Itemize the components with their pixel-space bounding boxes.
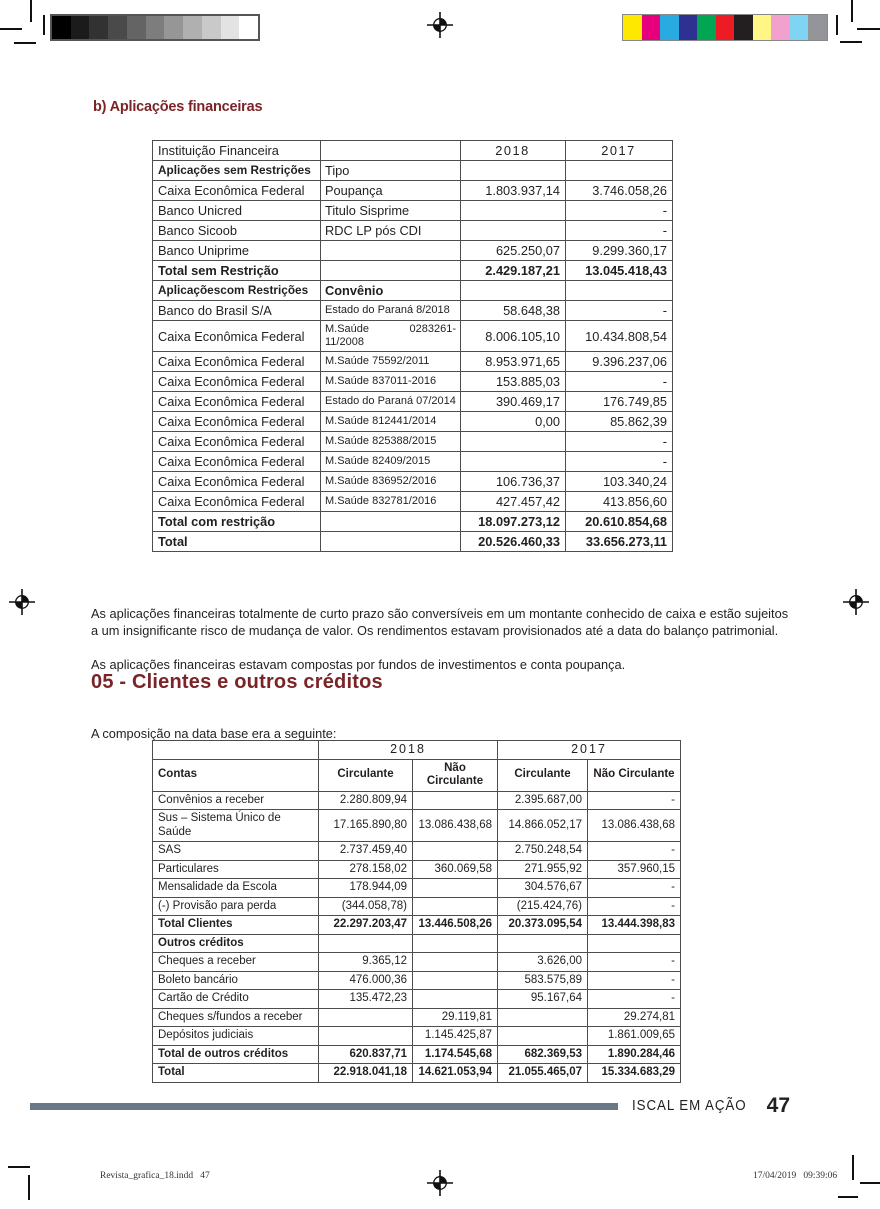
- value-2017-cell: 20.610.854,68: [566, 512, 673, 532]
- institution-cell: Banco Sicoob: [153, 221, 321, 241]
- table-row: [153, 452, 673, 472]
- value-2017-cell: 9.396.237,06: [566, 352, 673, 372]
- account-cell: (-) Provisão para perda: [153, 897, 319, 916]
- type-cell: RDC LP pós CDI: [321, 221, 461, 241]
- value-2018-cell: [461, 161, 566, 181]
- account-cell: Particulares: [153, 860, 319, 879]
- crop-mark: [852, 1155, 854, 1180]
- registration-mark-icon: [843, 589, 869, 615]
- circulante-2017-cell: 682.369,53: [498, 1045, 588, 1064]
- table-row: [153, 1064, 681, 1083]
- table-row: [153, 432, 673, 452]
- value-2017-cell: 85.862,39: [566, 412, 673, 432]
- type-cell: Convênio: [321, 281, 461, 301]
- table-row: [153, 916, 681, 935]
- type-cell: M.Saúde 75592/2011: [321, 352, 461, 372]
- value-2018-cell: 1.803.937,14: [461, 181, 566, 201]
- crop-mark: [30, 0, 32, 22]
- circulante-2018-cell: 17.165.890,80: [319, 810, 413, 842]
- circulante-2017-cell: (215.424,76): [498, 897, 588, 916]
- circulante-2018-cell: [319, 1008, 413, 1027]
- table-row: [153, 1045, 681, 1064]
- institution-cell: Instituição Financeira: [153, 141, 321, 161]
- print-timestamp: 17/04/2019 09:39:06: [753, 1171, 838, 1181]
- nao-circulante-2018-cell: 14.621.053,94: [413, 1064, 498, 1083]
- nao-circulante-2018-cell: [413, 990, 498, 1009]
- value-2017-cell: -: [566, 301, 673, 321]
- nao-circulante-2017-header: Não Circulante: [588, 759, 681, 791]
- grayscale-swatch: [202, 16, 221, 39]
- nao-circulante-2018-cell: [413, 971, 498, 990]
- table-row: [153, 201, 673, 221]
- nao-circulante-2018-cell: 13.086.438,68: [413, 810, 498, 842]
- value-2018-cell: 58.648,38: [461, 301, 566, 321]
- account-cell: Total Clientes: [153, 916, 319, 935]
- nao-circulante-2017-cell: [588, 934, 681, 953]
- circulante-2017-cell: 20.373.095,54: [498, 916, 588, 935]
- account-cell: Mensalidade da Escola: [153, 879, 319, 898]
- circulante-2017-header: Circulante: [498, 759, 588, 791]
- year-2018-header: 2018: [319, 741, 498, 760]
- table-row: [153, 934, 681, 953]
- nao-circulante-2018-cell: [413, 953, 498, 972]
- institution-cell: Caixa Econômica Federal: [153, 412, 321, 432]
- value-2017-cell: [566, 281, 673, 301]
- institution-cell: Aplicaçõescom Restrições: [153, 281, 321, 301]
- circulante-2018-cell: 22.918.041,18: [319, 1064, 413, 1083]
- type-cell: M.Saúde 832781/2016: [321, 492, 461, 512]
- value-2018-cell: 0,00: [461, 412, 566, 432]
- crop-mark: [8, 1166, 30, 1168]
- table-row: [153, 512, 673, 532]
- account-cell: Outros créditos: [153, 934, 319, 953]
- nao-circulante-2017-cell: 13.444.398,83: [588, 916, 681, 935]
- value-2018-cell: 2.429.187,21: [461, 261, 566, 281]
- circulante-2018-cell: [319, 934, 413, 953]
- crop-mark: [851, 0, 853, 22]
- value-2017-cell: 3.746.058,26: [566, 181, 673, 201]
- color-swatch: [734, 15, 753, 40]
- column-header-row: [153, 759, 681, 791]
- value-2017-cell: -: [566, 221, 673, 241]
- journal-title: ISCAL EM AÇÃO: [632, 1098, 747, 1114]
- type-cell: [321, 532, 461, 552]
- circulante-2018-cell: 2.280.809,94: [319, 791, 413, 810]
- subsection-heading: b) Aplicações financeiras: [93, 99, 263, 115]
- type-cell: M.Saúde 82409/2015: [321, 452, 461, 472]
- nao-circulante-2017-cell: -: [588, 879, 681, 898]
- account-cell: Sus – Sistema Único de Saúde: [153, 810, 319, 842]
- value-2018-cell: 427.457,42: [461, 492, 566, 512]
- circulante-2018-header: Circulante: [319, 759, 413, 791]
- empty-cell: [153, 741, 319, 760]
- value-2017-cell: 413.856,60: [566, 492, 673, 512]
- value-2017-cell: -: [566, 432, 673, 452]
- registration-mark-icon: [427, 12, 453, 38]
- value-2018-cell: [461, 221, 566, 241]
- institution-cell: Aplicações sem Restrições: [153, 161, 321, 181]
- nao-circulante-2018-cell: [413, 791, 498, 810]
- nao-circulante-2018-cell: 360.069,58: [413, 860, 498, 879]
- crop-mark: [14, 42, 36, 44]
- circulante-2017-cell: 2.395.687,00: [498, 791, 588, 810]
- table-row: [153, 412, 673, 432]
- table-row: [153, 810, 681, 842]
- circulante-2018-cell: 2.737.459,40: [319, 842, 413, 861]
- institution-cell: Banco do Brasil S/A: [153, 301, 321, 321]
- grayscale-swatch: [52, 16, 71, 39]
- circulante-2017-cell: 95.167,64: [498, 990, 588, 1009]
- table-row: [153, 221, 673, 241]
- type-cell: [321, 141, 461, 161]
- table-row: [153, 161, 673, 181]
- value-2018-cell: [461, 281, 566, 301]
- grayscale-swatch: [164, 16, 183, 39]
- circulante-2018-cell: 178.944,09: [319, 879, 413, 898]
- nao-circulante-2018-cell: 1.145.425,87: [413, 1027, 498, 1046]
- table-row: [153, 181, 673, 201]
- crop-mark: [860, 1182, 880, 1184]
- grayscale-swatch: [146, 16, 165, 39]
- type-cell: [321, 512, 461, 532]
- account-cell: Total: [153, 1064, 319, 1083]
- value-2017-cell: 9.299.360,17: [566, 241, 673, 261]
- table-row: [153, 392, 673, 412]
- paragraph: As aplicações financeiras totalmente de curto prazo são conversíveis em um montante conhecido de caixa e estão sujeitos a um insignificante risco de mudança de valor. Os rendimentos estavam provisionados até a data do balanço patrimonial.: [91, 605, 789, 638]
- nao-circulante-2017-cell: 1.861.009,65: [588, 1027, 681, 1046]
- nao-circulante-2017-cell: -: [588, 842, 681, 861]
- color-calibration-bar: [622, 14, 828, 41]
- value-2017-cell: 10.434.808,54: [566, 321, 673, 352]
- value-2018-cell: 153.885,03: [461, 372, 566, 392]
- value-2017-cell: -: [566, 372, 673, 392]
- circulante-2018-cell: 135.472,23: [319, 990, 413, 1009]
- paragraph: A composição na data base era a seguinte:: [91, 725, 337, 741]
- type-cell: M.Saúde 0283261-11/2008: [321, 321, 461, 352]
- institution-cell: Total com restrição: [153, 512, 321, 532]
- registration-mark-icon: [9, 589, 35, 615]
- circulante-2017-cell: [498, 934, 588, 953]
- nao-circulante-2017-cell: 13.086.438,68: [588, 810, 681, 842]
- institution-cell: Total: [153, 532, 321, 552]
- crop-mark: [840, 41, 862, 43]
- circulante-2018-cell: 476.000,36: [319, 971, 413, 990]
- account-cell: Depósitos judiciais: [153, 1027, 319, 1046]
- page-footer: [30, 1094, 790, 1118]
- account-cell: SAS: [153, 842, 319, 861]
- value-2017-cell: 33.656.273,11: [566, 532, 673, 552]
- color-swatch: [623, 15, 642, 40]
- circulante-2017-cell: [498, 1008, 588, 1027]
- table-row: [153, 842, 681, 861]
- year-2017-header: 2017: [498, 741, 681, 760]
- type-cell: Estado do Paraná 07/2014: [321, 392, 461, 412]
- value-2018-cell: 390.469,17: [461, 392, 566, 412]
- page-number: 47: [766, 1094, 790, 1117]
- type-cell: [321, 261, 461, 281]
- table-row: [153, 897, 681, 916]
- table-row: [153, 472, 673, 492]
- nao-circulante-2018-cell: [413, 934, 498, 953]
- table-row: [153, 281, 673, 301]
- account-cell: Cartão de Crédito: [153, 990, 319, 1009]
- color-swatch: [790, 15, 809, 40]
- nao-circulante-2018-cell: 1.174.545,68: [413, 1045, 498, 1064]
- value-2018-cell: 625.250,07: [461, 241, 566, 261]
- nao-circulante-2018-cell: [413, 842, 498, 861]
- color-swatch: [753, 15, 772, 40]
- crop-mark: [43, 15, 45, 35]
- type-cell: Tipo: [321, 161, 461, 181]
- institution-cell: Caixa Econômica Federal: [153, 392, 321, 412]
- type-cell: M.Saúde 837011-2016: [321, 372, 461, 392]
- year-header-row: [153, 741, 681, 760]
- table-row: [153, 860, 681, 879]
- table-row: [153, 990, 681, 1009]
- institution-cell: Banco Uniprime: [153, 241, 321, 261]
- type-cell: M.Saúde 836952/2016: [321, 472, 461, 492]
- institution-cell: Caixa Econômica Federal: [153, 372, 321, 392]
- table-row: [153, 953, 681, 972]
- color-swatch: [697, 15, 716, 40]
- account-cell: Cheques s/fundos a receber: [153, 1008, 319, 1027]
- institution-cell: Banco Unicred: [153, 201, 321, 221]
- nao-circulante-2018-cell: 29.119,81: [413, 1008, 498, 1027]
- color-swatch: [716, 15, 735, 40]
- grayscale-swatch: [239, 16, 258, 39]
- color-swatch: [660, 15, 679, 40]
- nao-circulante-2018-cell: 13.446.508,26: [413, 916, 498, 935]
- nao-circulante-2017-cell: 15.334.683,29: [588, 1064, 681, 1083]
- grayscale-swatch: [127, 16, 146, 39]
- nao-circulante-2018-cell: [413, 897, 498, 916]
- color-swatch: [642, 15, 661, 40]
- circulante-2017-cell: 271.955,92: [498, 860, 588, 879]
- type-cell: M.Saúde 825388/2015: [321, 432, 461, 452]
- institution-cell: Caixa Econômica Federal: [153, 321, 321, 352]
- crop-mark: [838, 1196, 858, 1198]
- type-cell: M.Saúde 812441/2014: [321, 412, 461, 432]
- value-2018-cell: 20.526.460,33: [461, 532, 566, 552]
- institution-cell: Caixa Econômica Federal: [153, 352, 321, 372]
- account-cell: Total de outros créditos: [153, 1045, 319, 1064]
- circulante-2018-cell: 278.158,02: [319, 860, 413, 879]
- color-swatch: [679, 15, 698, 40]
- circulante-2018-cell: (344.058,78): [319, 897, 413, 916]
- value-2017-cell: 176.749,85: [566, 392, 673, 412]
- grayscale-swatch: [108, 16, 127, 39]
- table-row: [153, 301, 673, 321]
- print-filename: Revista_grafica_18.indd 47: [100, 1171, 210, 1181]
- grayscale-swatch: [183, 16, 202, 39]
- clients-credits-table: [152, 740, 681, 1083]
- table-row: [153, 791, 681, 810]
- account-cell: Boleto bancário: [153, 971, 319, 990]
- table-row: [153, 141, 673, 161]
- account-cell: Cheques a receber: [153, 953, 319, 972]
- value-2018-cell: 106.736,37: [461, 472, 566, 492]
- section-heading: 05 - Clientes e outros créditos: [91, 671, 383, 693]
- circulante-2017-cell: 304.576,67: [498, 879, 588, 898]
- table-row: [153, 879, 681, 898]
- value-2018-cell: 8.953.971,65: [461, 352, 566, 372]
- value-2018-cell: [461, 201, 566, 221]
- value-2018-cell: 8.006.105,10: [461, 321, 566, 352]
- nao-circulante-2018-header: Não Circulante: [413, 759, 498, 791]
- value-2018-cell: 18.097.273,12: [461, 512, 566, 532]
- grayscale-swatch: [221, 16, 240, 39]
- institution-cell: Caixa Econômica Federal: [153, 432, 321, 452]
- grayscale-calibration-bar: [50, 14, 260, 41]
- footer-rule: [30, 1103, 618, 1110]
- value-2017-cell: 103.340,24: [566, 472, 673, 492]
- table-row: [153, 1008, 681, 1027]
- nao-circulante-2018-cell: [413, 879, 498, 898]
- registration-mark-icon: [427, 1170, 453, 1196]
- circulante-2018-cell: 9.365,12: [319, 953, 413, 972]
- table-row: [153, 241, 673, 261]
- circulante-2017-cell: 21.055.465,07: [498, 1064, 588, 1083]
- value-2017-cell: 2017: [566, 141, 673, 161]
- value-2018-cell: [461, 432, 566, 452]
- table-row: [153, 352, 673, 372]
- nao-circulante-2017-cell: 29.274,81: [588, 1008, 681, 1027]
- type-cell: [321, 241, 461, 261]
- account-cell: Convênios a receber: [153, 791, 319, 810]
- type-cell: Estado do Paraná 8/2018: [321, 301, 461, 321]
- nao-circulante-2017-cell: -: [588, 791, 681, 810]
- table-row: [153, 532, 673, 552]
- table-row: [153, 1027, 681, 1046]
- circulante-2017-cell: 3.626,00: [498, 953, 588, 972]
- nao-circulante-2017-cell: -: [588, 971, 681, 990]
- nao-circulante-2017-cell: 1.890.284,46: [588, 1045, 681, 1064]
- circulante-2017-cell: 583.575,89: [498, 971, 588, 990]
- table-row: [153, 261, 673, 281]
- table-row: [153, 971, 681, 990]
- institution-cell: Caixa Econômica Federal: [153, 452, 321, 472]
- financial-applications-table: [152, 140, 673, 552]
- nao-circulante-2017-cell: -: [588, 990, 681, 1009]
- circulante-2017-cell: [498, 1027, 588, 1046]
- grayscale-swatch: [89, 16, 108, 39]
- crop-mark: [857, 28, 880, 30]
- table-row: [153, 492, 673, 512]
- value-2017-cell: -: [566, 201, 673, 221]
- circulante-2018-cell: 620.837,71: [319, 1045, 413, 1064]
- nao-circulante-2017-cell: -: [588, 953, 681, 972]
- color-swatch: [771, 15, 790, 40]
- crop-mark: [0, 28, 22, 30]
- paragraph: As aplicações financeiras estavam compostas por fundos de investimentos e conta poupança.: [91, 656, 626, 672]
- color-swatch: [808, 15, 827, 40]
- value-2018-cell: 2018: [461, 141, 566, 161]
- table-row: [153, 321, 673, 352]
- value-2017-cell: 13.045.418,43: [566, 261, 673, 281]
- type-cell: Titulo Sisprime: [321, 201, 461, 221]
- circulante-2017-cell: 2.750.248,54: [498, 842, 588, 861]
- type-cell: Poupança: [321, 181, 461, 201]
- value-2017-cell: -: [566, 452, 673, 472]
- value-2017-cell: [566, 161, 673, 181]
- nao-circulante-2017-cell: 357.960,15: [588, 860, 681, 879]
- crop-mark: [836, 15, 838, 35]
- circulante-2017-cell: 14.866.052,17: [498, 810, 588, 842]
- table-row: [153, 372, 673, 392]
- institution-cell: Caixa Econômica Federal: [153, 181, 321, 201]
- grayscale-swatch: [71, 16, 90, 39]
- institution-cell: Caixa Econômica Federal: [153, 472, 321, 492]
- nao-circulante-2017-cell: -: [588, 897, 681, 916]
- value-2018-cell: [461, 452, 566, 472]
- circulante-2018-cell: 22.297.203,47: [319, 916, 413, 935]
- crop-mark: [28, 1175, 30, 1200]
- institution-cell: Total sem Restrição: [153, 261, 321, 281]
- institution-cell: Caixa Econômica Federal: [153, 492, 321, 512]
- contas-header: Contas: [153, 759, 319, 791]
- circulante-2018-cell: [319, 1027, 413, 1046]
